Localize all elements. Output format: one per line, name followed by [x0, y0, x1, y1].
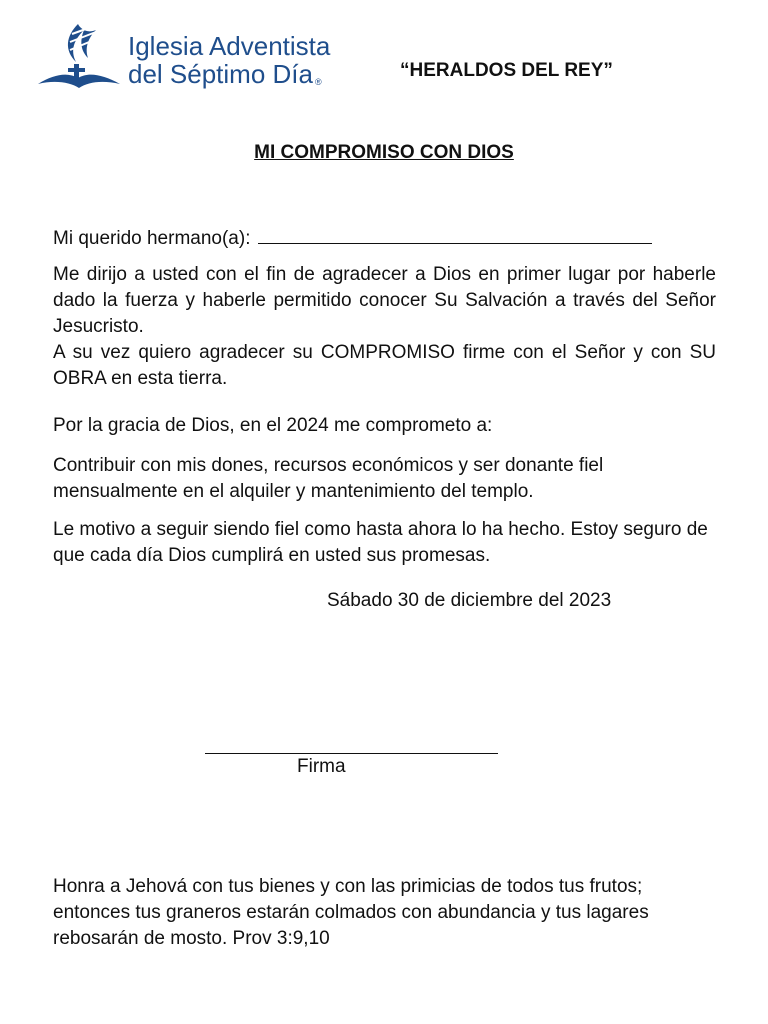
paragraph-1b-text: A su vez quiero agradecer su COMPROMISO firme con el Señor y con SU OBRA en esta tierra.	[53, 342, 716, 389]
registered-mark: ®	[314, 77, 322, 87]
paragraph-2: Por la gracia de Dios, en el 2024 me comprometo a:	[53, 415, 493, 436]
logo-line-1: Iglesia Adventista	[128, 31, 331, 61]
paragraph-1	[53, 262, 716, 392]
document-title-text: MI COMPROMISO CON DIOS	[254, 142, 514, 163]
logo-line-2: del Séptimo Día	[128, 59, 313, 89]
signature-line[interactable]	[205, 753, 498, 754]
bible-verse: Honra a Jehová con tus bienes y con las primicias de todos tus frutos; entonces tus graneros estarán colmados con abundancia y tus lagares rebosarán de mosto. Prov 3:9,10	[53, 876, 649, 949]
document-title	[0, 142, 768, 164]
paragraph-1-text: Me dirijo a usted con el fin de agradecer a Dios en primer lugar por haberle dado la fuerza y haberle permitido conocer Su Salvación a través del Señor Jesucristo.	[53, 264, 716, 337]
name-blank-line[interactable]	[258, 223, 652, 244]
paragraph-4: Le motivo a seguir siendo fiel como hasta ahora lo ha hecho. Estoy seguro de que cada día Dios cumplirá en usted sus promesas.	[53, 519, 708, 566]
church-logo	[36, 20, 366, 90]
logo-wordmark	[128, 32, 330, 88]
salutation-text: Mi querido hermano(a):	[53, 228, 251, 249]
document-date: Sábado 30 de diciembre del 2023	[327, 590, 612, 611]
group-name: “HERALDOS DEL REY”	[400, 60, 613, 81]
paragraph-3: Contribuir con mis dones, recursos económicos y ser donante fiel mensualmente en el alquiler y mantenimiento del templo.	[53, 455, 604, 502]
signature-label: Firma	[297, 756, 346, 777]
church-emblem-icon	[36, 20, 122, 90]
salutation	[53, 223, 716, 252]
